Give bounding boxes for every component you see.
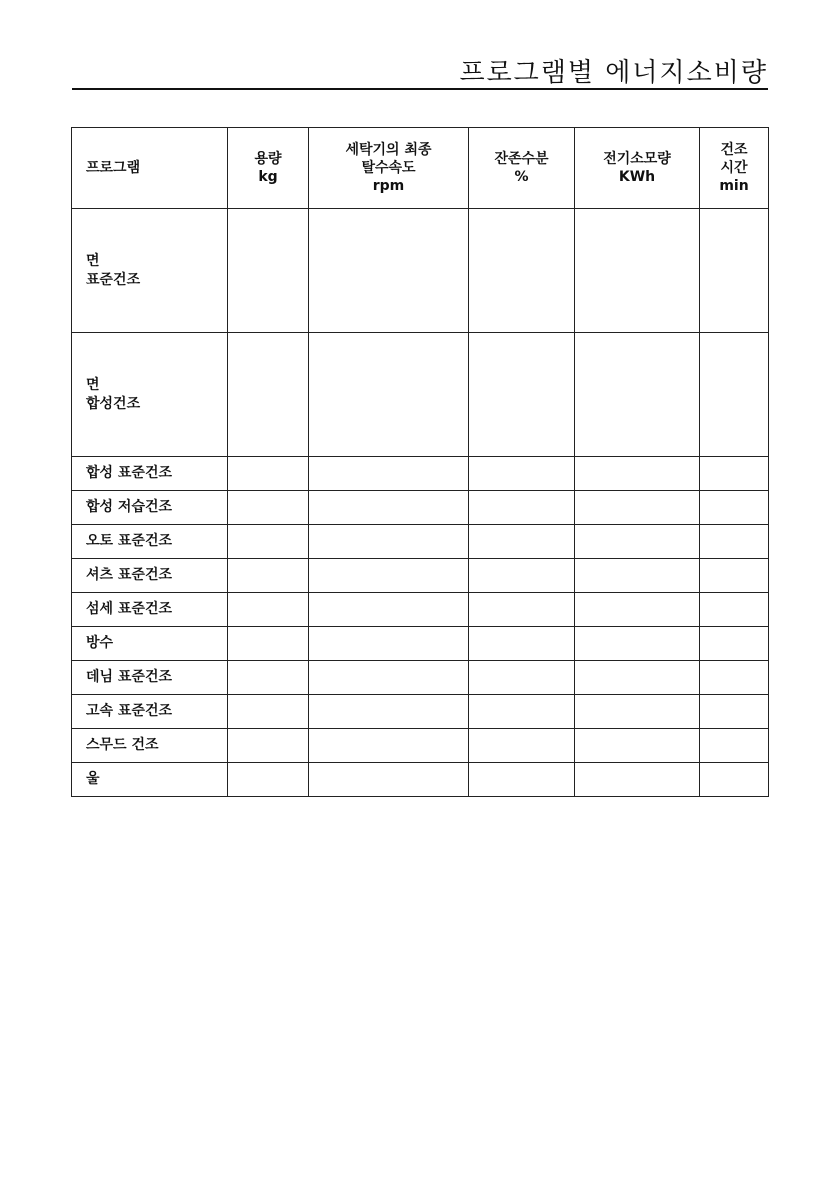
table-row bbox=[72, 525, 769, 559]
row-label: 울 bbox=[72, 763, 228, 797]
row-label: 방수 bbox=[72, 627, 228, 661]
cell-moisture bbox=[469, 627, 575, 661]
cell-spin-speed bbox=[309, 729, 469, 763]
cell-spin-speed bbox=[309, 695, 469, 729]
energy-consumption-table bbox=[71, 127, 769, 797]
cell-drying-time bbox=[700, 729, 769, 763]
cell-spin-speed bbox=[309, 491, 469, 525]
cell-power bbox=[575, 661, 700, 695]
cell-capacity bbox=[228, 695, 309, 729]
row-label: 고속 표준건조 bbox=[72, 695, 228, 729]
table-row bbox=[72, 491, 769, 525]
cell-capacity bbox=[228, 457, 309, 491]
cell-moisture bbox=[469, 661, 575, 695]
row-label: 오토 표준건조 bbox=[72, 525, 228, 559]
header-drying-time bbox=[700, 128, 769, 209]
cell-power bbox=[575, 209, 700, 333]
table-row bbox=[72, 593, 769, 627]
header-program bbox=[72, 128, 228, 209]
header-power-label: 전기소모량 bbox=[603, 150, 671, 167]
row-label bbox=[72, 333, 228, 457]
page-title: 프로그램별 에너지소비량 bbox=[459, 58, 768, 88]
cell-moisture bbox=[469, 491, 575, 525]
energy-table-container bbox=[71, 127, 769, 797]
cell-power bbox=[575, 559, 700, 593]
header-program-label: 프로그램 bbox=[86, 159, 141, 176]
row-label: 스무드 건조 bbox=[72, 729, 228, 763]
cell-spin-speed bbox=[309, 525, 469, 559]
cell-capacity bbox=[228, 593, 309, 627]
cell-capacity bbox=[228, 491, 309, 525]
cell-capacity bbox=[228, 209, 309, 333]
cell-spin-speed bbox=[309, 333, 469, 457]
cell-moisture bbox=[469, 525, 575, 559]
row-label: 합성 표준건조 bbox=[72, 457, 228, 491]
cell-drying-time bbox=[700, 457, 769, 491]
cell-drying-time bbox=[700, 333, 769, 457]
header-drying-time-unit: min bbox=[719, 178, 749, 195]
table-row bbox=[72, 457, 769, 491]
cell-capacity bbox=[228, 333, 309, 457]
cell-spin-speed bbox=[309, 627, 469, 661]
cell-spin-speed bbox=[309, 559, 469, 593]
header-spin-speed-unit: rpm bbox=[372, 178, 405, 195]
cell-moisture bbox=[469, 559, 575, 593]
cell-power bbox=[575, 525, 700, 559]
cell-capacity bbox=[228, 729, 309, 763]
cell-drying-time bbox=[700, 209, 769, 333]
header-spin-speed bbox=[309, 128, 469, 209]
cell-moisture bbox=[469, 457, 575, 491]
cell-drying-time bbox=[700, 661, 769, 695]
header-spin-speed-label-1: 세탁기의 최종 bbox=[345, 141, 432, 158]
table-row bbox=[72, 763, 769, 797]
cell-moisture bbox=[469, 333, 575, 457]
row-label: 셔츠 표준건조 bbox=[72, 559, 228, 593]
table-row bbox=[72, 729, 769, 763]
table-row bbox=[72, 333, 769, 457]
cell-capacity bbox=[228, 525, 309, 559]
table-row bbox=[72, 695, 769, 729]
cell-drying-time bbox=[700, 627, 769, 661]
cell-drying-time bbox=[700, 559, 769, 593]
cell-power bbox=[575, 627, 700, 661]
header-capacity-unit: kg bbox=[258, 169, 278, 185]
row-label: 데님 표준건조 bbox=[72, 661, 228, 695]
table-header-row bbox=[72, 128, 769, 209]
header-spin-speed-label-2: 탈수속도 bbox=[361, 159, 416, 176]
header-drying-time-label-2: 시간 bbox=[720, 159, 748, 176]
table-row bbox=[72, 209, 769, 333]
cell-capacity bbox=[228, 763, 309, 797]
cell-capacity bbox=[228, 661, 309, 695]
cell-spin-speed bbox=[309, 763, 469, 797]
cell-drying-time bbox=[700, 763, 769, 797]
table-row bbox=[72, 559, 769, 593]
cell-power bbox=[575, 729, 700, 763]
cell-moisture bbox=[469, 729, 575, 763]
cell-spin-speed bbox=[309, 661, 469, 695]
cell-power bbox=[575, 763, 700, 797]
table-row bbox=[72, 661, 769, 695]
cell-capacity bbox=[228, 559, 309, 593]
row-label-line: 면 bbox=[86, 377, 100, 394]
header-capacity-label: 용량 bbox=[254, 150, 282, 167]
cell-drying-time bbox=[700, 593, 769, 627]
cell-spin-speed bbox=[309, 457, 469, 491]
cell-moisture bbox=[469, 763, 575, 797]
header-power bbox=[575, 128, 700, 209]
row-label-line: 표준건조 bbox=[86, 271, 141, 288]
row-label: 섬세 표준건조 bbox=[72, 593, 228, 627]
header-drying-time-label-1: 건조 bbox=[720, 141, 748, 158]
cell-moisture bbox=[469, 695, 575, 729]
cell-spin-speed bbox=[309, 593, 469, 627]
header-capacity bbox=[228, 128, 309, 209]
row-label bbox=[72, 209, 228, 333]
header-moisture-label: 잔존수분 bbox=[494, 150, 549, 167]
cell-capacity bbox=[228, 627, 309, 661]
row-label: 합성 저습건조 bbox=[72, 491, 228, 525]
cell-drying-time bbox=[700, 491, 769, 525]
cell-moisture bbox=[469, 593, 575, 627]
header-moisture bbox=[469, 128, 575, 209]
header-moisture-unit: % bbox=[514, 169, 529, 185]
cell-drying-time bbox=[700, 695, 769, 729]
cell-power bbox=[575, 695, 700, 729]
row-label-line: 면 bbox=[86, 253, 100, 270]
cell-power bbox=[575, 333, 700, 457]
cell-moisture bbox=[469, 209, 575, 333]
cell-power bbox=[575, 593, 700, 627]
cell-power bbox=[575, 457, 700, 491]
cell-power bbox=[575, 491, 700, 525]
header-power-unit: KWh bbox=[618, 169, 656, 185]
cell-spin-speed bbox=[309, 209, 469, 333]
row-label-line: 합성건조 bbox=[86, 395, 141, 412]
title-divider bbox=[72, 88, 768, 90]
table-row bbox=[72, 627, 769, 661]
cell-drying-time bbox=[700, 525, 769, 559]
